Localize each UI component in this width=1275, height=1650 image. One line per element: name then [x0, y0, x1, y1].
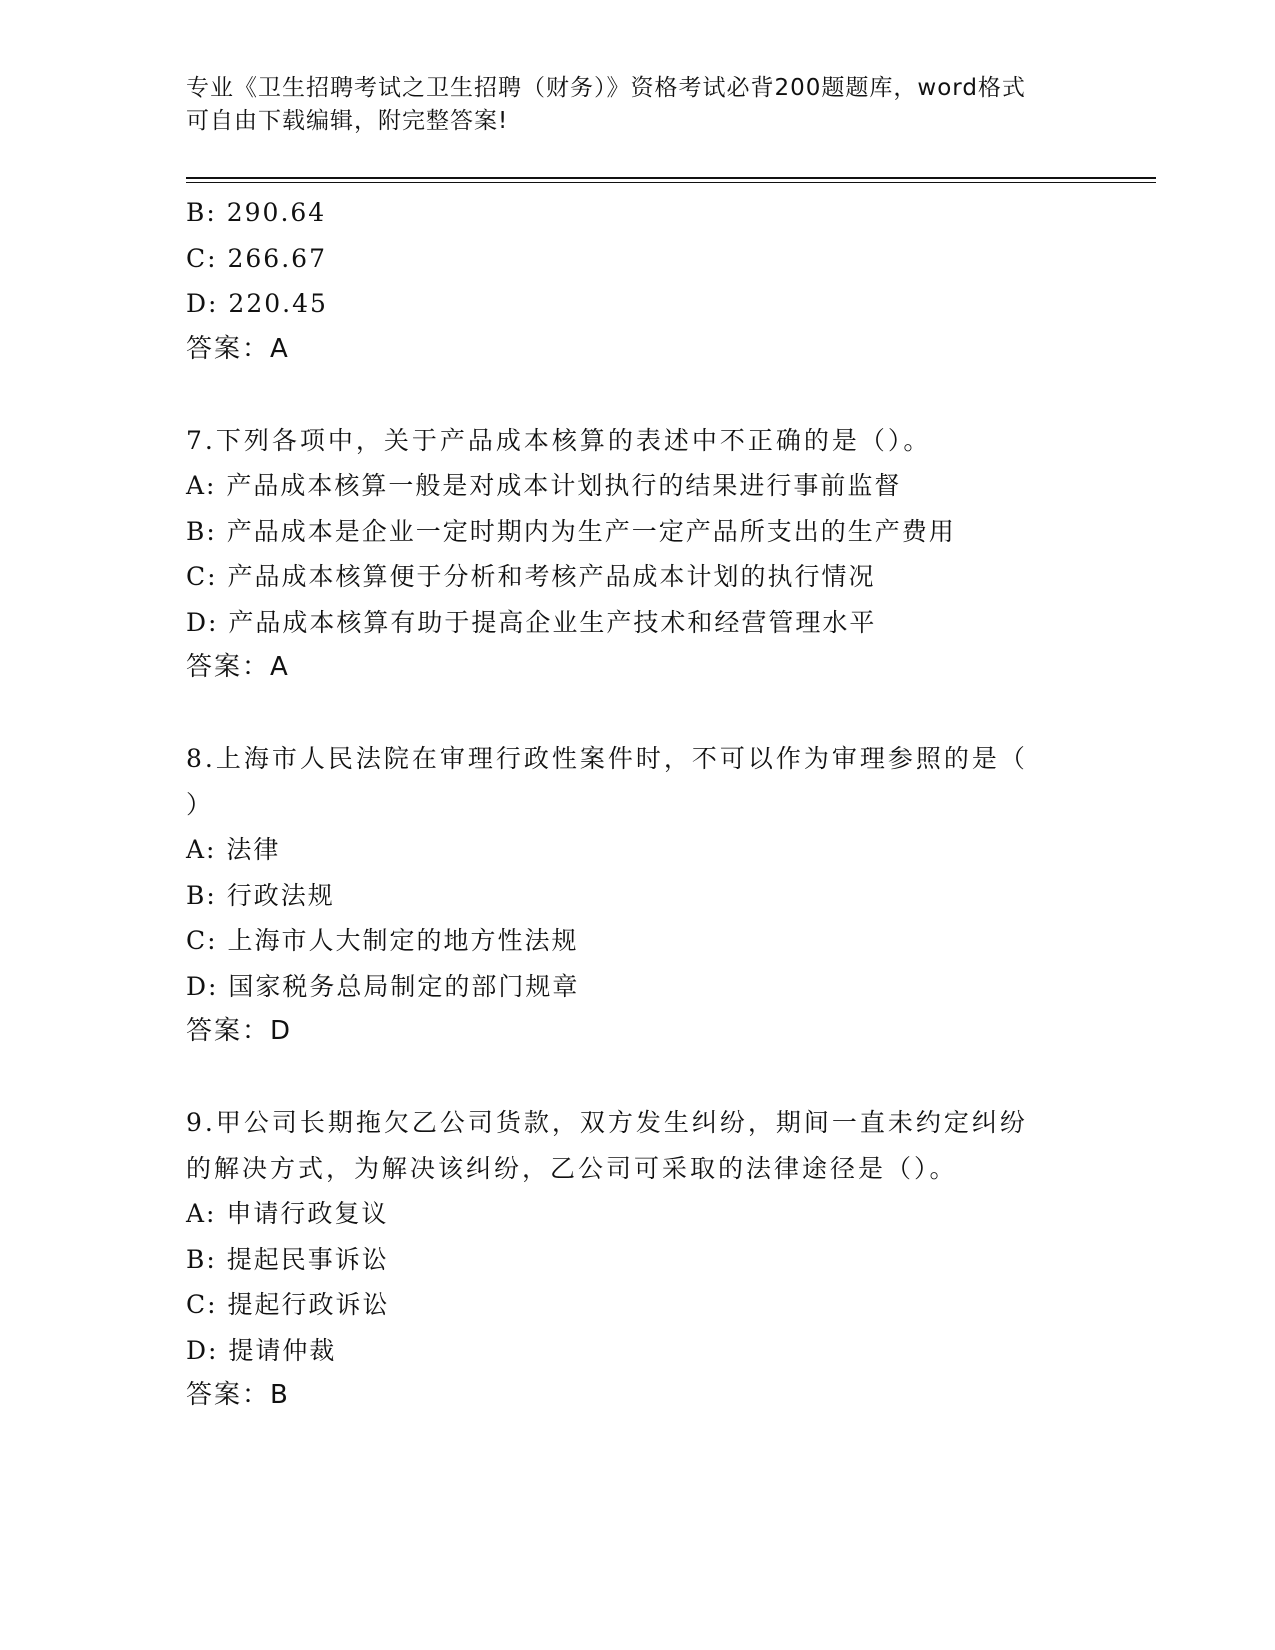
header-divider-thick	[186, 177, 1156, 179]
option-d: D: 国家税务总局制定的部门规章	[186, 971, 580, 1001]
document-body	[186, 190, 1086, 1419]
option-d: D: 提请仲裁	[186, 1335, 337, 1365]
option-d: D: 220.45	[186, 289, 328, 318]
option-c: C: 提起行政诉讼	[186, 1290, 390, 1319]
spacer	[186, 372, 1086, 418]
question-text-line-2: ）	[186, 789, 215, 819]
document-header	[186, 72, 1066, 138]
option-a: A: 法律	[186, 835, 281, 864]
option-c: C: 266.67	[186, 243, 327, 273]
answer-line: 答案：A	[186, 652, 290, 682]
option-c: C: 产品成本核算便于分析和考核产品成本计划的执行情况	[186, 562, 876, 591]
answer-line: 答案：A	[186, 333, 290, 364]
question-text-line-1: 9.甲公司长期拖欠乙公司货款，双方发生纠纷，期间一直未约定纠纷	[186, 1108, 1028, 1137]
option-c: C: 上海市人大制定的地方性法规	[186, 926, 579, 955]
spacer	[186, 691, 1086, 737]
option-b: B: 行政法规	[186, 880, 335, 910]
question-text: 7.下列各项中，关于产品成本核算的表述中不正确的是（）。	[186, 425, 932, 455]
header-title-line-2: 可自由下载编辑，附完整答案!	[186, 108, 509, 134]
option-a: A: 申请行政复议	[186, 1199, 389, 1228]
question-8	[186, 736, 1086, 1055]
option-b: B: 290.64	[186, 198, 327, 227]
option-b: B: 产品成本是企业一定时期内为生产一定产品所支出的生产费用	[186, 516, 956, 546]
answer-line: 答案：B	[186, 1380, 290, 1410]
spacer	[186, 1055, 1086, 1101]
question-text-line-1: 8.上海市人民法院在审理行政性案件时，不可以作为审理参照的是（	[186, 744, 1028, 773]
header-title-line-1: 专业《卫生招聘考试之卫生招聘（财务）》资格考试必背200题题库，word格式	[186, 75, 1026, 101]
option-b: B: 提起民事诉讼	[186, 1244, 389, 1274]
answer-line: 答案：D	[186, 1016, 293, 1046]
header-divider-thin	[186, 182, 1156, 183]
question-9	[186, 1100, 1086, 1419]
question-text-line-2: 的解决方式，为解决该纠纷，乙公司可采取的法律途径是（）。	[186, 1153, 958, 1183]
option-a: A: 产品成本核算一般是对成本计划执行的结果进行事前监督	[186, 471, 902, 500]
option-d: D: 产品成本核算有助于提高企业生产技术和经营管理水平	[186, 607, 877, 637]
question-6-continued	[186, 190, 1086, 372]
question-7	[186, 418, 1086, 691]
